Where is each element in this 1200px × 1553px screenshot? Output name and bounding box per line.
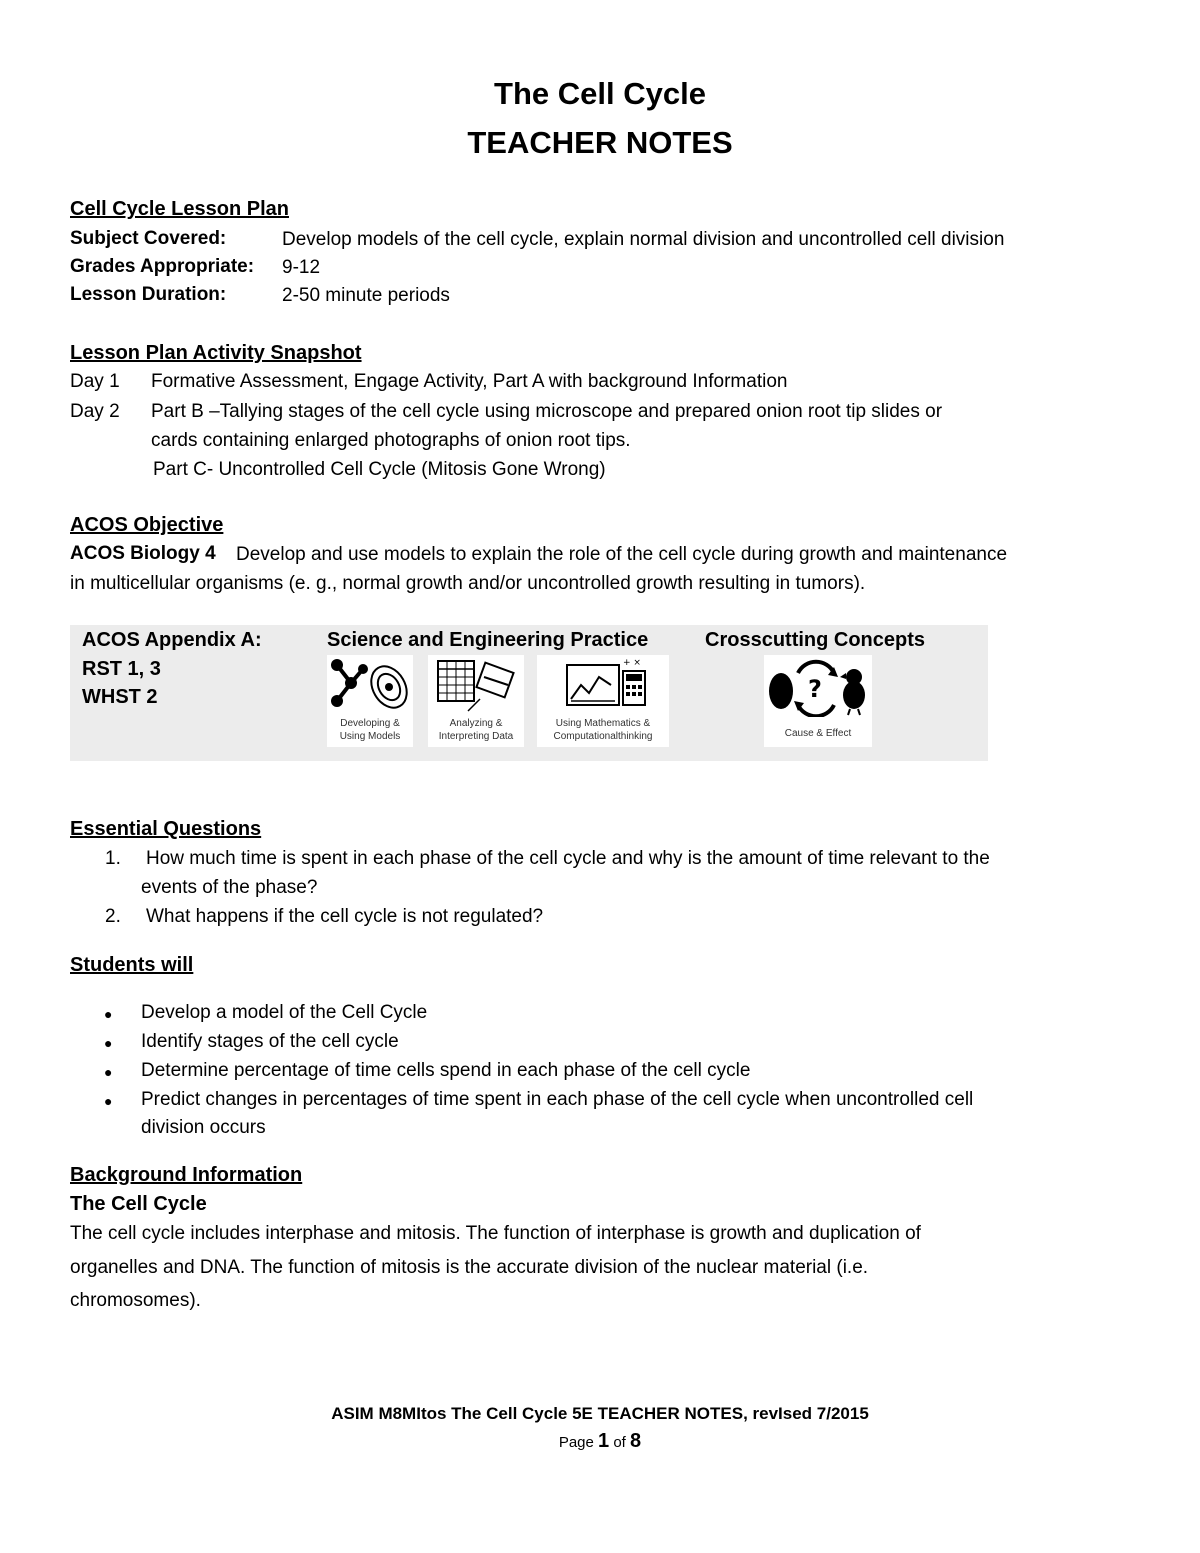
day1-label: Day 1 xyxy=(70,371,120,392)
subject-label: Subject Covered: xyxy=(70,228,227,249)
page-word: Page xyxy=(558,1434,594,1451)
day2-label: Day 2 xyxy=(70,401,120,422)
bullet-icon: ● xyxy=(104,1035,113,1051)
page-title: The Cell Cycle xyxy=(494,76,706,111)
background-subheading: The Cell Cycle xyxy=(70,1193,207,1215)
appendix-line1: RST 1, 3 xyxy=(82,658,161,680)
grades-label: Grades Appropriate: xyxy=(70,256,255,277)
math-caption: Using Mathematics & Computationalthinking xyxy=(553,718,653,742)
cause-effect-icon xyxy=(764,655,872,717)
page-current: 1 xyxy=(598,1430,610,1452)
background-heading: Background Information xyxy=(70,1164,303,1186)
grades-value: 9-12 xyxy=(282,257,321,278)
subject-value: Develop models of the cell cycle, explain normal division and uncontrolled cell division xyxy=(282,229,1005,250)
day1-text: Formative Assessment, Engage Activity, Part A with background Information xyxy=(151,371,788,392)
models-caption: Developing & Using Models xyxy=(339,718,401,742)
lesson-plan-heading: Cell Cycle Lesson Plan xyxy=(70,198,289,220)
data-table-icon xyxy=(428,655,524,715)
page-number xyxy=(0,1430,1200,1453)
essential-questions-heading: Essential Questions xyxy=(70,818,262,840)
calculator-chart-icon xyxy=(537,655,669,715)
objective-item: Identify stages of the cell cycle xyxy=(141,1031,399,1052)
svg-text:+ ×: + × xyxy=(623,658,641,668)
models-icon-tile xyxy=(327,655,413,747)
snapshot-heading: Lesson Plan Activity Snapshot xyxy=(70,342,362,364)
practice-title: Science and Engineering Practice xyxy=(327,629,649,651)
of-word: of xyxy=(613,1434,626,1451)
page-subtitle: TEACHER NOTES xyxy=(467,125,733,160)
day2-text-line2: cards containing enlarged photographs of onion root tips. xyxy=(151,430,631,451)
background-line3: chromosomes). xyxy=(70,1290,201,1311)
cause-effect-caption: Cause & Effect xyxy=(784,728,852,739)
data-icon-tile xyxy=(428,655,524,747)
students-will-heading: Students will xyxy=(70,954,194,976)
bullet-icon: ● xyxy=(104,1093,113,1109)
objective-item: Determine percentage of time cells spend in each phase of the cell cycle xyxy=(141,1060,751,1081)
svg-text:?: ? xyxy=(808,675,822,703)
page-total: 8 xyxy=(630,1430,642,1452)
footer-text: ASIM M8MItos The Cell Cycle 5E TEACHER NOTES, revIsed 7/2015 xyxy=(331,1404,869,1423)
objective-item-continuation: division occurs xyxy=(141,1117,266,1138)
appendix-line2: WHST 2 xyxy=(82,686,158,708)
cause-effect-icon-tile xyxy=(764,655,872,747)
acos-text-line1: Develop and use models to explain the role of the cell cycle during growth and maintenance xyxy=(236,544,1008,565)
duration-label: Lesson Duration: xyxy=(70,284,227,305)
question-1-line2: events of the phase? xyxy=(141,877,318,898)
objective-item: Predict changes in percentages of time spent in each phase of the cell cycle when uncontrolled cell xyxy=(141,1089,974,1110)
duration-value: 2-50 minute periods xyxy=(282,285,450,306)
day2-text-line1: Part B –Tallying stages of the cell cycle using microscope and prepared onion root tip slides or xyxy=(151,401,943,422)
appendix-title: ACOS Appendix A: xyxy=(82,629,262,651)
data-caption: Analyzing & Interpreting Data xyxy=(438,718,514,742)
crosscutting-title: Crosscutting Concepts xyxy=(705,629,926,651)
objective-item: Develop a model of the Cell Cycle xyxy=(141,1002,428,1023)
question-1-line1: How much time is spent in each phase of the cell cycle and why is the amount of time relevant to the xyxy=(146,848,990,869)
question-2-number: 2. xyxy=(105,906,121,927)
molecule-model-icon xyxy=(327,655,413,715)
question-1-number: 1. xyxy=(105,848,121,869)
question-2-line1: What happens if the cell cycle is not regulated? xyxy=(146,906,544,927)
bullet-icon: ● xyxy=(104,1064,113,1080)
acos-heading: ACOS Objective xyxy=(70,514,224,536)
acos-text-line2: in multicellular organisms (e. g., normal growth and/or uncontrolled growth resulting in tumors). xyxy=(70,573,866,594)
background-line1: The cell cycle includes interphase and mitosis. The function of interphase is growth and duplication of xyxy=(70,1223,921,1244)
bullet-icon: ● xyxy=(104,1006,113,1022)
standards-box xyxy=(70,625,988,761)
background-line2: organelles and DNA. The function of mitosis is the accurate division of the nuclear material (i.e. xyxy=(70,1257,869,1278)
day2-text-line3: Part C- Uncontrolled Cell Cycle (Mitosis Gone Wrong) xyxy=(153,459,606,480)
math-icon-tile xyxy=(537,655,669,747)
acos-biology-label: ACOS Biology 4 xyxy=(70,543,216,564)
